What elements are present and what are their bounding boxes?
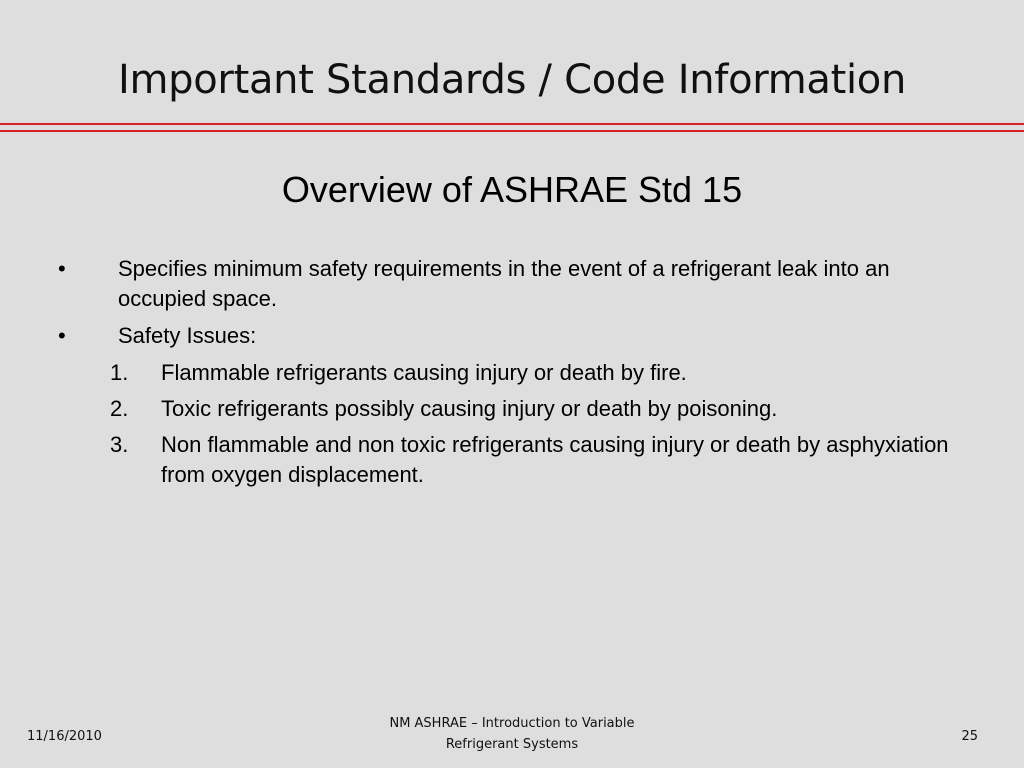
number-marker: 1. xyxy=(110,360,129,385)
bullet-item xyxy=(0,321,938,351)
slide-number: 25 xyxy=(961,729,978,744)
footer-title-line-1: NM ASHRAE – Introduction to Variable xyxy=(389,716,635,731)
title-divider-bottom xyxy=(0,130,1024,132)
slide-body xyxy=(0,254,1024,496)
slide-title: Important Standards / Code Information xyxy=(118,57,906,103)
numbered-item xyxy=(0,394,951,424)
number-marker: 2. xyxy=(110,396,129,421)
numbered-text: Toxic refrigerants possibly causing injury or death by poisoning. xyxy=(161,396,778,421)
numbered-text: Non flammable and non toxic refrigerants causing injury or death by asphyxiation from oxygen displacement. xyxy=(161,432,949,487)
bullet-item xyxy=(0,254,938,314)
title-divider-top xyxy=(0,123,1024,125)
bullet-marker: • xyxy=(58,323,66,348)
bullet-marker: • xyxy=(58,256,66,281)
slide-subtitle: Overview of ASHRAE Std 15 xyxy=(281,169,743,210)
numbered-item xyxy=(0,358,951,388)
footer-title xyxy=(362,713,662,755)
bullet-text: Specifies minimum safety requirements in the event of a refrigerant leak into an occupied space. xyxy=(118,256,890,311)
footer-date: 11/16/2010 xyxy=(27,729,102,744)
bullet-text: Safety Issues: xyxy=(118,323,257,348)
number-marker: 3. xyxy=(110,432,129,457)
footer-title-line-2: Refrigerant Systems xyxy=(445,737,579,752)
numbered-item xyxy=(0,430,951,490)
numbered-text: Flammable refrigerants causing injury or death by fire. xyxy=(161,360,687,385)
